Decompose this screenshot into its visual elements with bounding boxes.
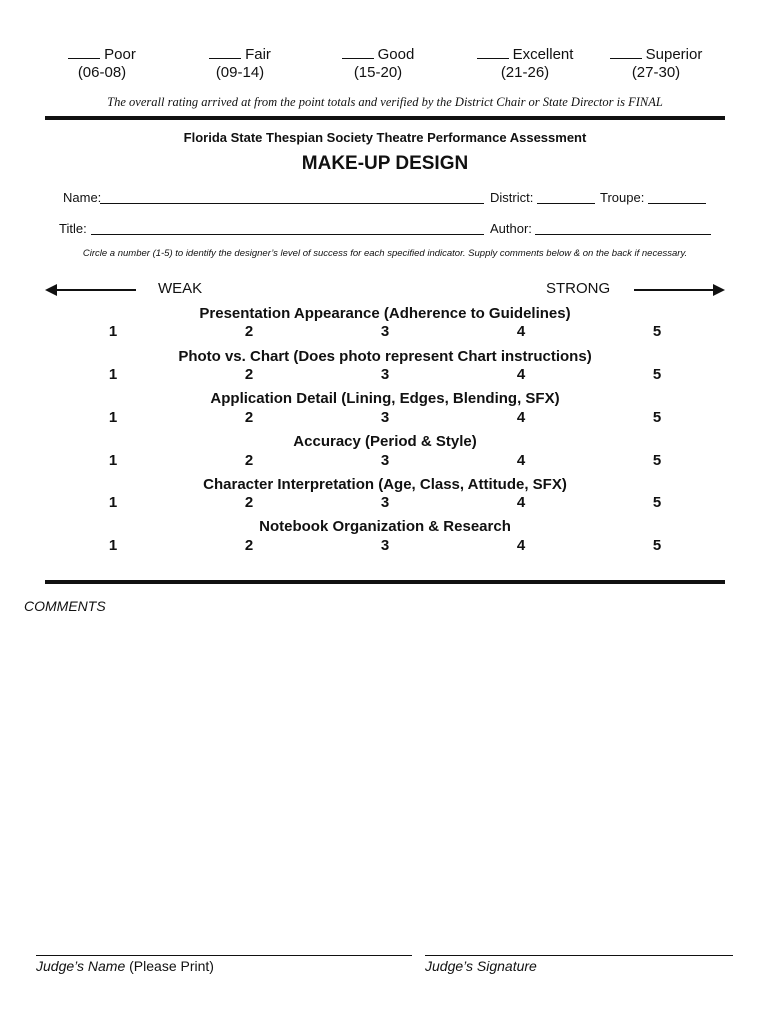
strong-label: STRONG — [546, 280, 611, 297]
organization-heading: Florida State Thespian Society Theatre Performance Assessment — [183, 130, 587, 145]
author-field[interactable] — [535, 234, 711, 235]
rating-range: (21-26) — [500, 64, 550, 81]
score-option[interactable]: 3 — [380, 366, 390, 383]
troupe-field[interactable] — [648, 203, 706, 204]
score-option[interactable]: 4 — [516, 366, 526, 383]
district-field[interactable] — [537, 203, 595, 204]
title-label: Title: — [59, 221, 87, 236]
criterion-title: Presentation Appearance (Adherence to Guidelines) — [199, 305, 571, 322]
rating-range: (27-30) — [631, 64, 681, 81]
top-divider — [45, 116, 725, 120]
weak-label: WEAK — [158, 280, 203, 297]
district-label: District: — [490, 190, 534, 205]
score-option[interactable]: 1 — [108, 537, 118, 554]
score-option[interactable]: 3 — [380, 494, 390, 511]
page-title: MAKE-UP DESIGN — [301, 153, 469, 174]
judge-signature-line[interactable] — [425, 955, 733, 956]
criterion-title: Character Interpretation (Age, Class, Attitude, SFX) — [203, 476, 567, 493]
score-option[interactable]: 5 — [652, 537, 662, 554]
title-field[interactable] — [91, 234, 484, 235]
rating-blank[interactable] — [68, 46, 100, 59]
score-option[interactable]: 1 — [108, 494, 118, 511]
comments-label: COMMENTS — [24, 598, 106, 614]
arrow-right-icon — [713, 284, 725, 296]
score-option[interactable]: 4 — [516, 494, 526, 511]
rating-label: Fair — [245, 46, 271, 63]
score-option[interactable]: 5 — [652, 452, 662, 469]
score-option[interactable]: 2 — [244, 366, 254, 383]
rating-superior — [604, 46, 708, 82]
rating-label: Excellent — [512, 46, 574, 63]
score-option[interactable]: 3 — [380, 452, 390, 469]
score-option[interactable]: 1 — [108, 452, 118, 469]
score-option[interactable]: 5 — [652, 494, 662, 511]
criterion-title: Application Detail (Lining, Edges, Blending, SFX) — [210, 390, 560, 407]
score-option[interactable]: 4 — [516, 409, 526, 426]
rating-range: (06-08) — [77, 64, 127, 81]
judge-name-label — [36, 958, 214, 974]
author-label: Author: — [490, 221, 532, 236]
criterion-title: Accuracy (Period & Style) — [293, 433, 477, 450]
score-option[interactable]: 3 — [380, 537, 390, 554]
strong-arrow-line — [634, 289, 714, 291]
score-option[interactable]: 3 — [380, 323, 390, 340]
score-option[interactable]: 4 — [516, 323, 526, 340]
score-option[interactable]: 2 — [244, 409, 254, 426]
score-option[interactable]: 2 — [244, 452, 254, 469]
judge-name-line[interactable] — [36, 955, 412, 956]
rating-blank[interactable] — [209, 46, 241, 59]
score-option[interactable]: 1 — [108, 366, 118, 383]
rating-good — [336, 46, 420, 82]
rating-label: Superior — [645, 46, 703, 63]
weak-arrow-line — [56, 289, 136, 291]
name-field[interactable] — [100, 203, 484, 204]
criterion-title: Photo vs. Chart (Does photo represent Chart instructions) — [178, 348, 592, 365]
rating-range: (09-14) — [215, 64, 265, 81]
score-option[interactable]: 2 — [244, 494, 254, 511]
score-option[interactable]: 5 — [652, 409, 662, 426]
score-option[interactable]: 1 — [108, 409, 118, 426]
judge-signature-text: Judge’s Signature — [425, 958, 537, 974]
name-label: Name: — [63, 190, 102, 205]
score-option[interactable]: 1 — [108, 323, 118, 340]
judge-name-note: (Please Print) — [129, 958, 214, 974]
rating-blank[interactable] — [610, 46, 642, 59]
judge-signature-label — [425, 958, 537, 974]
score-option[interactable]: 5 — [652, 323, 662, 340]
criterion-title: Notebook Organization & Research — [259, 518, 511, 535]
score-option[interactable]: 5 — [652, 366, 662, 383]
bottom-divider — [45, 580, 725, 584]
rating-fair — [200, 46, 280, 82]
troupe-label: Troupe: — [600, 190, 645, 205]
score-option[interactable]: 3 — [380, 409, 390, 426]
score-option[interactable]: 2 — [244, 323, 254, 340]
rating-blank[interactable] — [477, 46, 509, 59]
score-option[interactable]: 2 — [244, 537, 254, 554]
score-option[interactable]: 4 — [516, 537, 526, 554]
rating-poor — [62, 46, 142, 82]
rating-range: (15-20) — [353, 64, 403, 81]
rating-excellent — [470, 46, 580, 82]
score-option[interactable]: 4 — [516, 452, 526, 469]
judge-name-text: Judge’s Name — [36, 958, 126, 974]
rating-blank[interactable] — [342, 46, 374, 59]
final-rating-disclaimer: The overall rating arrived at from the point totals and verified by the District Chair or State Director is FINAL — [107, 95, 663, 109]
rating-label: Good — [377, 46, 415, 63]
comments-area[interactable] — [24, 620, 744, 940]
rating-label: Poor — [104, 46, 136, 63]
instructions: Circle a number (1-5) to identify the designer’s level of success for each specified indicator. Supply comments below & on the back if necessary. — [82, 248, 688, 259]
